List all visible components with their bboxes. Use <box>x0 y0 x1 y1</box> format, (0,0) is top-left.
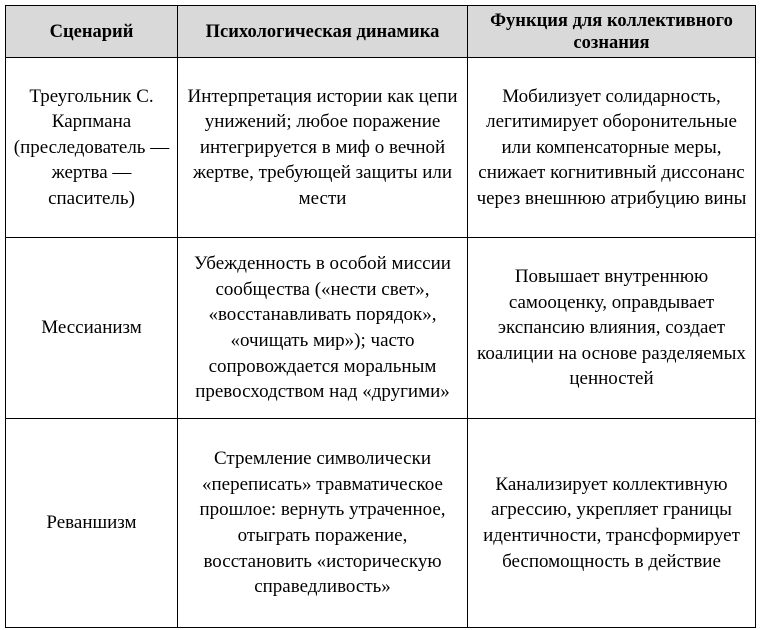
cell-scenario: Мессианизм <box>6 238 178 419</box>
cell-dynamics: Убежденность в особой миссии сообщества («нести свет», «восстанавливать порядок», «очищать мир»); часто сопровождается моральным превосходством над «другими» <box>178 238 468 419</box>
table-row <box>6 238 756 419</box>
table-row <box>6 58 756 238</box>
header-scenario: Сценарий <box>6 6 178 58</box>
table-body <box>6 58 756 628</box>
table-header <box>6 6 756 58</box>
cell-function: Повышает внутреннюю самооценку, оправдывает экспансию влияния, создает коалиции на основе разделяемых ценностей <box>468 238 756 419</box>
scenario-table <box>5 5 756 628</box>
cell-scenario: Реваншизм <box>6 419 178 628</box>
header-function: Функция для коллективного сознания <box>468 6 756 58</box>
header-dynamics: Психологическая динамика <box>178 6 468 58</box>
cell-function: Мобилизует солидарность, легитимирует оборонительные или компенсаторные меры, снижает когнитивный диссонанс через внешнюю атрибуцию вины <box>468 58 756 238</box>
cell-scenario: Треугольник С. Карпмана (преследователь — жертва — спаситель) <box>6 58 178 238</box>
cell-function: Канализирует коллективную агрессию, укрепляет границы идентичности, трансформирует беспомощность в действие <box>468 419 756 628</box>
table-row <box>6 419 756 628</box>
cell-dynamics: Стремление символически «переписать» травматическое прошлое: вернуть утраченное, отыграть поражение, восстановить «историческую справедливость» <box>178 419 468 628</box>
header-row <box>6 6 756 58</box>
cell-dynamics: Интерпретация истории как цепи унижений; любое поражение интегрируется в миф о вечной жертве, требующей защиты или мести <box>178 58 468 238</box>
